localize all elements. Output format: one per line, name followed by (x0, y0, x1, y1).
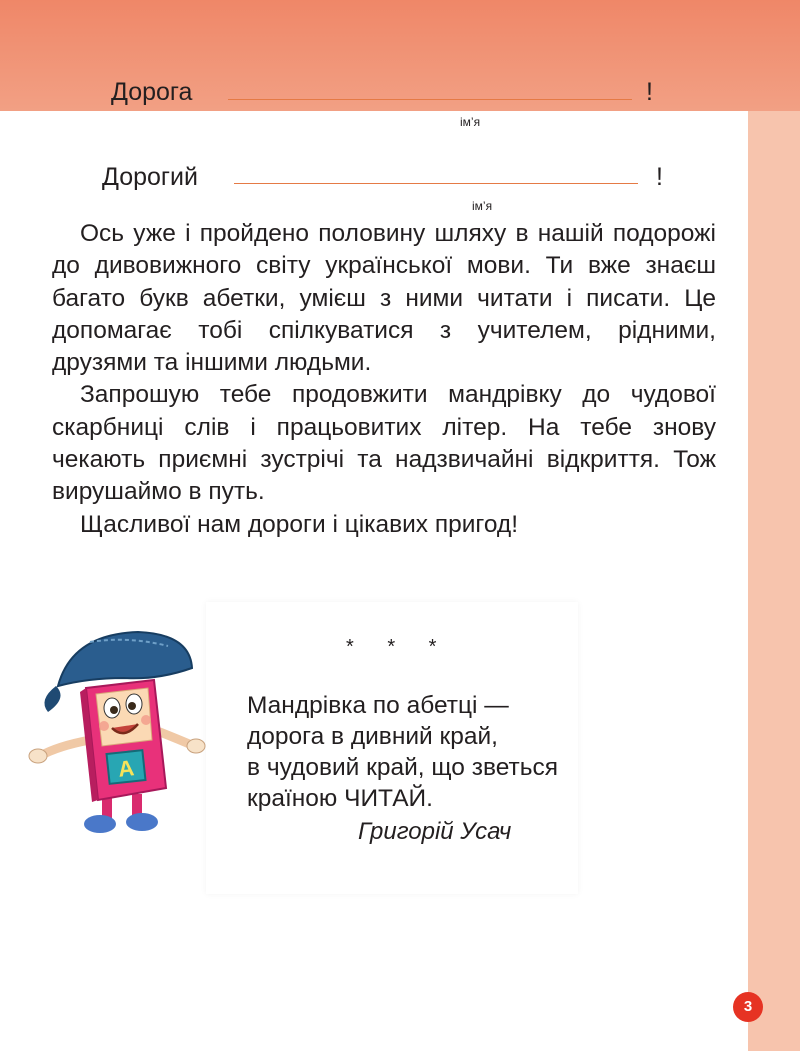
page-number-badge: 3 (733, 992, 763, 1022)
side-strip (748, 111, 800, 1051)
poem-stars: * * * (346, 636, 451, 658)
body-paragraph: Щасливої нам дороги і цікавих пригод! (80, 510, 519, 538)
name-line-female[interactable] (228, 99, 632, 100)
poem-line: дорога в дивний край, (247, 723, 498, 750)
name-caption-female: ім’я (460, 115, 481, 129)
salutation-greeting-male: Дорогий (102, 163, 198, 191)
mascot-letter: А (116, 755, 136, 782)
salutation-exclamation-female: ! (646, 78, 653, 106)
letter-body (52, 218, 716, 541)
poem-line: Мандрівка по абетці — (247, 692, 509, 719)
poem-author: Григорій Усач (358, 818, 512, 845)
poem-line: в чудовий край, що зветься (247, 754, 559, 781)
book-mascot-illustration (28, 628, 208, 840)
body-paragraph: Ось уже і пройдено половину шляху в нашій подорожі до дивовижного світу української мови. Ти вже знаєш багато букв абетки, умієш з ними читати і писати. Це допомагає тобі спілкуватися з учителем, рідними, друзями та іншими людьми. (52, 220, 716, 377)
body-paragraph: Запрошую тебе продовжити мандрівку до чудової скарбниці слів і працьовитих літер. На тебе знову чекають приємні зустрічі та надзвичайні відкриття. Тож вирушаймо в путь. (52, 381, 716, 506)
poem-line: країною ЧИТАЙ. (247, 785, 433, 812)
salutation-greeting-female: Дорога (111, 78, 193, 106)
name-caption-male: ім’я (472, 199, 493, 213)
name-line-male[interactable] (234, 183, 638, 184)
salutation-exclamation-male: ! (656, 163, 663, 191)
poem-text (247, 690, 558, 814)
